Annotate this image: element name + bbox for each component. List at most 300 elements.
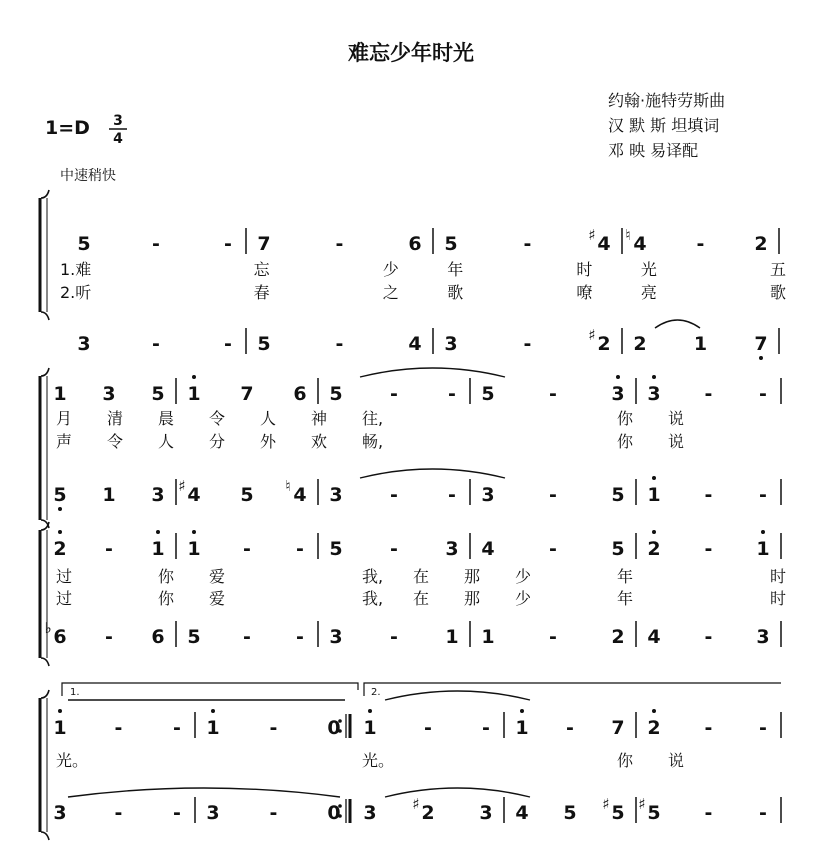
dash-extension bbox=[549, 383, 557, 405]
dash-extension bbox=[336, 233, 344, 255]
note-digit: - bbox=[549, 383, 557, 405]
octave-dot-above bbox=[652, 375, 656, 379]
note-digit: 3 bbox=[77, 333, 91, 355]
note bbox=[444, 233, 457, 255]
note-digit: - bbox=[759, 383, 767, 405]
note bbox=[647, 709, 660, 739]
note-digit: 2 bbox=[754, 233, 768, 255]
lyric: 时 bbox=[770, 589, 787, 608]
dash-extension bbox=[705, 717, 713, 739]
note-digit: - bbox=[173, 717, 181, 739]
note-digit: 4 bbox=[647, 626, 661, 648]
lyric: 春 bbox=[253, 283, 270, 302]
lyric: 分 bbox=[209, 432, 226, 451]
note bbox=[240, 383, 253, 405]
credits bbox=[608, 91, 725, 160]
note-digit: 3 bbox=[445, 538, 459, 560]
note-digit: 1 bbox=[693, 333, 708, 355]
octave-dot-below bbox=[759, 356, 763, 360]
note-digit: - bbox=[390, 383, 398, 405]
note-digit: - bbox=[704, 626, 713, 648]
octave-dot-above bbox=[652, 476, 656, 480]
note-digit: 2 bbox=[647, 717, 661, 739]
note-digit: 5 bbox=[77, 233, 91, 255]
note-digit: - bbox=[523, 233, 532, 255]
bracket-hook bbox=[41, 690, 49, 698]
note bbox=[408, 333, 421, 355]
note-digit: 2 bbox=[647, 538, 661, 560]
lyric: 神 bbox=[311, 409, 328, 428]
note bbox=[754, 233, 767, 255]
note-digit: 5 bbox=[563, 802, 577, 824]
note bbox=[327, 717, 340, 739]
note-digit: 5 bbox=[611, 802, 625, 824]
note-digit: 3 bbox=[481, 484, 495, 506]
note-digit: - bbox=[696, 233, 705, 255]
dash-extension bbox=[566, 717, 574, 739]
note-digit: 6 bbox=[293, 383, 307, 405]
lyric: 时 bbox=[576, 260, 593, 279]
note-digit: - bbox=[424, 717, 432, 739]
dash-extension bbox=[224, 333, 232, 355]
note bbox=[611, 375, 624, 405]
tie bbox=[360, 469, 505, 478]
octave-dot-above bbox=[192, 375, 196, 379]
lyric: 光。 bbox=[56, 751, 89, 770]
lyric: 爱 bbox=[209, 567, 226, 586]
octave-dot-above bbox=[58, 709, 62, 713]
note-digit: - bbox=[759, 802, 767, 824]
lyric: 那 bbox=[464, 589, 481, 608]
dash-extension bbox=[296, 626, 304, 648]
note bbox=[647, 626, 660, 648]
note-digit: - bbox=[759, 484, 767, 506]
lyric: 月 bbox=[56, 409, 73, 428]
note-digit: 1 bbox=[515, 717, 529, 739]
credit-lyricist: 汉 默 斯 坦填词 bbox=[608, 116, 720, 135]
dash-extension bbox=[173, 717, 181, 739]
note-digit: - bbox=[523, 333, 532, 355]
note-digit: 3 bbox=[756, 626, 770, 648]
octave-dot-above bbox=[368, 709, 372, 713]
system-3 bbox=[40, 522, 786, 666]
lyric: 外 bbox=[260, 432, 277, 451]
tie bbox=[385, 691, 530, 700]
dash-extension bbox=[224, 233, 232, 255]
slur bbox=[655, 320, 700, 328]
note-digit: - bbox=[566, 717, 574, 739]
note-digit: 3 bbox=[647, 383, 661, 405]
note bbox=[151, 530, 164, 560]
accidental: ♮ bbox=[625, 226, 631, 244]
note-digit: - bbox=[448, 383, 456, 405]
note-digit: 5 bbox=[53, 484, 67, 506]
volta-brackets bbox=[62, 683, 781, 698]
note bbox=[563, 802, 576, 824]
lyric: 你 bbox=[158, 589, 175, 608]
dash-extension bbox=[152, 233, 160, 255]
note bbox=[611, 626, 624, 648]
dash-extension bbox=[524, 233, 532, 255]
note bbox=[408, 233, 421, 255]
bracket-hook bbox=[41, 832, 49, 840]
note bbox=[756, 626, 769, 648]
note-digit: 5 bbox=[481, 383, 495, 405]
note bbox=[53, 383, 66, 405]
lyric: 欢 bbox=[311, 432, 328, 451]
lyric: 往, bbox=[362, 409, 384, 428]
dash-extension bbox=[270, 717, 278, 739]
note bbox=[329, 626, 342, 648]
note-digit: - bbox=[296, 626, 304, 648]
note-digit: 3 bbox=[444, 333, 458, 355]
note-digit: - bbox=[296, 538, 304, 560]
note bbox=[53, 530, 66, 560]
dash-extension bbox=[705, 383, 713, 405]
note-digit: - bbox=[759, 717, 767, 739]
note bbox=[257, 233, 270, 255]
dash-extension bbox=[105, 538, 113, 560]
lyric: 说 bbox=[668, 751, 685, 770]
octave-dot-above bbox=[520, 709, 524, 713]
dash-extension bbox=[390, 383, 398, 405]
note-digit: - bbox=[243, 626, 251, 648]
lyric: 爱 bbox=[209, 589, 226, 608]
lyric: 光。 bbox=[362, 751, 395, 770]
note-digit: 3 bbox=[151, 484, 165, 506]
note-digit: 1 bbox=[53, 383, 67, 405]
note-digit: 1 bbox=[647, 484, 661, 506]
note-digit: - bbox=[549, 626, 557, 648]
accidental: ♯ bbox=[588, 226, 596, 244]
note-digit: - bbox=[173, 802, 181, 824]
lyric: 令 bbox=[209, 409, 226, 428]
note-digit: - bbox=[704, 538, 713, 560]
lyric: 畅, bbox=[362, 432, 384, 451]
systems bbox=[40, 190, 786, 840]
octave-dot-above bbox=[652, 530, 656, 534]
accidental: ♯ bbox=[588, 326, 596, 344]
bracket-hook bbox=[41, 190, 49, 198]
note bbox=[187, 626, 200, 648]
lyric: 2.听 bbox=[60, 283, 92, 302]
note-digit: 5 bbox=[240, 484, 254, 506]
lyric: 忘 bbox=[253, 260, 270, 279]
note-digit: - bbox=[152, 333, 160, 355]
note-digit: 6 bbox=[408, 233, 422, 255]
note-digit: 2 bbox=[421, 802, 435, 824]
tie bbox=[360, 368, 505, 377]
note-digit: 3 bbox=[53, 802, 67, 824]
note-digit: 3 bbox=[363, 802, 377, 824]
lyric: 我, bbox=[362, 567, 384, 586]
note bbox=[611, 538, 624, 560]
dash-extension bbox=[705, 538, 713, 560]
note-digit: 4 bbox=[597, 233, 611, 255]
lyric: 在 bbox=[413, 567, 430, 586]
note bbox=[178, 477, 200, 506]
note bbox=[285, 477, 306, 506]
note bbox=[625, 226, 646, 255]
note bbox=[77, 333, 90, 355]
accidental: ♭ bbox=[44, 619, 52, 637]
lyric: 年 bbox=[447, 260, 464, 279]
dash-extension bbox=[336, 333, 344, 355]
lyric: 令 bbox=[107, 432, 124, 451]
note-digit: - bbox=[335, 233, 344, 255]
volta-2-label: 2. bbox=[371, 687, 381, 698]
dash-extension bbox=[243, 538, 251, 560]
lyric: 说 bbox=[668, 409, 685, 428]
note-digit: 1 bbox=[445, 626, 459, 648]
note bbox=[515, 802, 528, 824]
lyric: 我, bbox=[362, 589, 384, 608]
note-digit: 7 bbox=[611, 717, 625, 739]
system-1 bbox=[40, 190, 786, 360]
note bbox=[445, 538, 458, 560]
note-digit: 2 bbox=[597, 333, 611, 355]
note bbox=[44, 619, 66, 648]
note-digit: - bbox=[114, 717, 123, 739]
note bbox=[329, 538, 342, 560]
octave-dot-above bbox=[652, 709, 656, 713]
lyric: 少 bbox=[515, 567, 532, 586]
lyric: 清 bbox=[107, 409, 124, 428]
note bbox=[53, 484, 66, 511]
note bbox=[633, 333, 646, 355]
lyric: 人 bbox=[158, 432, 175, 451]
note-digit: - bbox=[105, 626, 113, 648]
dash-extension bbox=[173, 802, 181, 824]
note-digit: - bbox=[704, 802, 713, 824]
dash-extension bbox=[424, 717, 432, 739]
note-digit: 5 bbox=[329, 383, 343, 405]
note-digit: 3 bbox=[206, 802, 220, 824]
score-title: 难忘少年时光 bbox=[348, 41, 474, 65]
lyric: 少 bbox=[382, 260, 399, 279]
note bbox=[329, 383, 342, 405]
bracket-hook bbox=[41, 368, 49, 376]
note bbox=[481, 538, 494, 560]
note bbox=[102, 383, 115, 405]
bracket-hook bbox=[41, 312, 49, 320]
octave-dot-above bbox=[58, 530, 62, 534]
note bbox=[206, 802, 219, 824]
time-signature bbox=[109, 113, 127, 147]
dash-extension bbox=[759, 802, 767, 824]
note-digit: 4 bbox=[481, 538, 495, 560]
note-digit: 4 bbox=[515, 802, 529, 824]
note-digit: - bbox=[224, 233, 232, 255]
bracket-hook bbox=[41, 658, 49, 666]
lyric: 年 bbox=[617, 567, 634, 586]
accidental: ♯ bbox=[178, 477, 186, 495]
dash-extension bbox=[549, 484, 557, 506]
dash-extension bbox=[759, 484, 767, 506]
tie bbox=[385, 788, 530, 797]
note-digit: 2 bbox=[611, 626, 625, 648]
note-digit: - bbox=[549, 538, 557, 560]
lyric: 你 bbox=[617, 409, 634, 428]
dash-extension bbox=[705, 626, 713, 648]
note-digit: 4 bbox=[633, 233, 647, 255]
note bbox=[647, 530, 660, 560]
dash-extension bbox=[549, 626, 557, 648]
dash-extension bbox=[390, 538, 398, 560]
lyric: 之 bbox=[382, 283, 399, 302]
note bbox=[412, 795, 434, 824]
note-digit: - bbox=[704, 717, 713, 739]
key-signature: 1=D bbox=[45, 117, 90, 139]
dash-extension bbox=[115, 802, 123, 824]
time-signature-top: 3 bbox=[113, 113, 123, 129]
octave-dot-above bbox=[616, 375, 620, 379]
lyric: 你 bbox=[617, 751, 634, 770]
octave-dot-above bbox=[211, 709, 215, 713]
note bbox=[647, 375, 660, 405]
note-digit: - bbox=[390, 626, 398, 648]
note-digit: - bbox=[390, 484, 398, 506]
note bbox=[694, 333, 707, 355]
tempo-marking: 中速稍快 bbox=[60, 168, 116, 184]
lyric: 那 bbox=[464, 567, 481, 586]
note-digit: - bbox=[448, 484, 456, 506]
note-digit: 7 bbox=[257, 233, 271, 255]
note bbox=[588, 326, 610, 355]
lyric: 过 bbox=[56, 589, 73, 608]
note bbox=[611, 717, 624, 739]
system-4 bbox=[40, 690, 781, 840]
volta-1 bbox=[62, 683, 358, 696]
lyric: 少 bbox=[515, 589, 532, 608]
note-digit: 4 bbox=[187, 484, 201, 506]
credit-translator: 邓 映 易译配 bbox=[608, 141, 699, 160]
note bbox=[53, 709, 66, 739]
note bbox=[77, 233, 90, 255]
octave-dot-above bbox=[761, 530, 765, 534]
note bbox=[756, 530, 769, 560]
tie bbox=[68, 788, 340, 797]
note-digit: 1 bbox=[53, 717, 67, 739]
octave-dot-above bbox=[156, 530, 160, 534]
note bbox=[647, 476, 660, 506]
note bbox=[53, 802, 66, 824]
accidental: ♯ bbox=[638, 795, 646, 813]
lyric: 在 bbox=[413, 589, 430, 608]
note-digit: 3 bbox=[479, 802, 493, 824]
octave-dot-below bbox=[58, 507, 62, 511]
octave-dot-above bbox=[192, 530, 196, 534]
note bbox=[445, 626, 458, 648]
accidental: ♯ bbox=[602, 795, 610, 813]
note bbox=[102, 484, 115, 506]
lyric: 亮 bbox=[640, 283, 657, 302]
dash-extension bbox=[705, 802, 713, 824]
note-digit: 2 bbox=[633, 333, 647, 355]
note-digit: 6 bbox=[151, 626, 165, 648]
note-digit: 1 bbox=[206, 717, 220, 739]
lyric: 你 bbox=[158, 567, 175, 586]
note bbox=[151, 484, 164, 506]
note-digit: 5 bbox=[444, 233, 458, 255]
note-digit: 7 bbox=[240, 383, 254, 405]
lyric: 光 bbox=[640, 260, 657, 279]
note-digit: 5 bbox=[187, 626, 201, 648]
note bbox=[151, 383, 164, 405]
lyric: 晨 bbox=[158, 409, 175, 428]
note-digit: - bbox=[390, 538, 398, 560]
note-digit: - bbox=[335, 333, 344, 355]
accidental: ♯ bbox=[412, 795, 420, 813]
note-digit: 4 bbox=[408, 333, 422, 355]
note-digit: 3 bbox=[102, 383, 116, 405]
note bbox=[444, 333, 457, 355]
note bbox=[754, 333, 767, 360]
dash-extension bbox=[115, 717, 123, 739]
dash-extension bbox=[759, 383, 767, 405]
note-digit: 5 bbox=[257, 333, 271, 355]
lyric: 嘹 bbox=[576, 283, 593, 302]
note bbox=[206, 709, 219, 739]
note bbox=[611, 484, 624, 506]
note bbox=[515, 709, 528, 739]
note bbox=[602, 795, 624, 824]
dash-extension bbox=[482, 717, 490, 739]
note-digit: 3 bbox=[329, 484, 343, 506]
note-digit: 5 bbox=[647, 802, 661, 824]
note-digit: - bbox=[704, 383, 713, 405]
lyric: 声 bbox=[56, 432, 73, 451]
note bbox=[588, 226, 610, 255]
note-digit: 3 bbox=[329, 626, 343, 648]
note-digit: 0 bbox=[327, 802, 341, 824]
note-digit: - bbox=[269, 717, 278, 739]
note bbox=[187, 375, 200, 405]
note bbox=[329, 484, 342, 506]
note-digit: - bbox=[482, 717, 490, 739]
note-digit: - bbox=[704, 484, 713, 506]
lyric: 说 bbox=[668, 432, 685, 451]
note-digit: 1 bbox=[151, 538, 165, 560]
note-digit: 1 bbox=[481, 626, 495, 648]
note bbox=[481, 383, 494, 405]
note-digit: 4 bbox=[293, 484, 307, 506]
dash-extension bbox=[390, 484, 398, 506]
lyric: 五 bbox=[770, 260, 787, 279]
note-digit: 5 bbox=[611, 484, 625, 506]
credit-composer: 约翰·施特劳斯曲 bbox=[608, 91, 726, 110]
dash-extension bbox=[105, 626, 113, 648]
note-digit: 1 bbox=[187, 383, 201, 405]
note bbox=[240, 484, 253, 506]
lyric: 过 bbox=[56, 567, 73, 586]
note-digit: 5 bbox=[329, 538, 343, 560]
dash-extension bbox=[448, 484, 456, 506]
dash-extension bbox=[549, 538, 557, 560]
note-digit: - bbox=[105, 538, 113, 560]
note bbox=[327, 802, 340, 824]
lyric: 人 bbox=[260, 409, 277, 428]
dash-extension bbox=[296, 538, 304, 560]
lyric: 歌 bbox=[770, 283, 787, 302]
note-digit: 1 bbox=[102, 484, 116, 506]
note bbox=[257, 333, 270, 355]
system-2 bbox=[40, 368, 781, 528]
dash-extension bbox=[152, 333, 160, 355]
dash-extension bbox=[697, 233, 705, 255]
note bbox=[363, 802, 376, 824]
note bbox=[481, 626, 494, 648]
